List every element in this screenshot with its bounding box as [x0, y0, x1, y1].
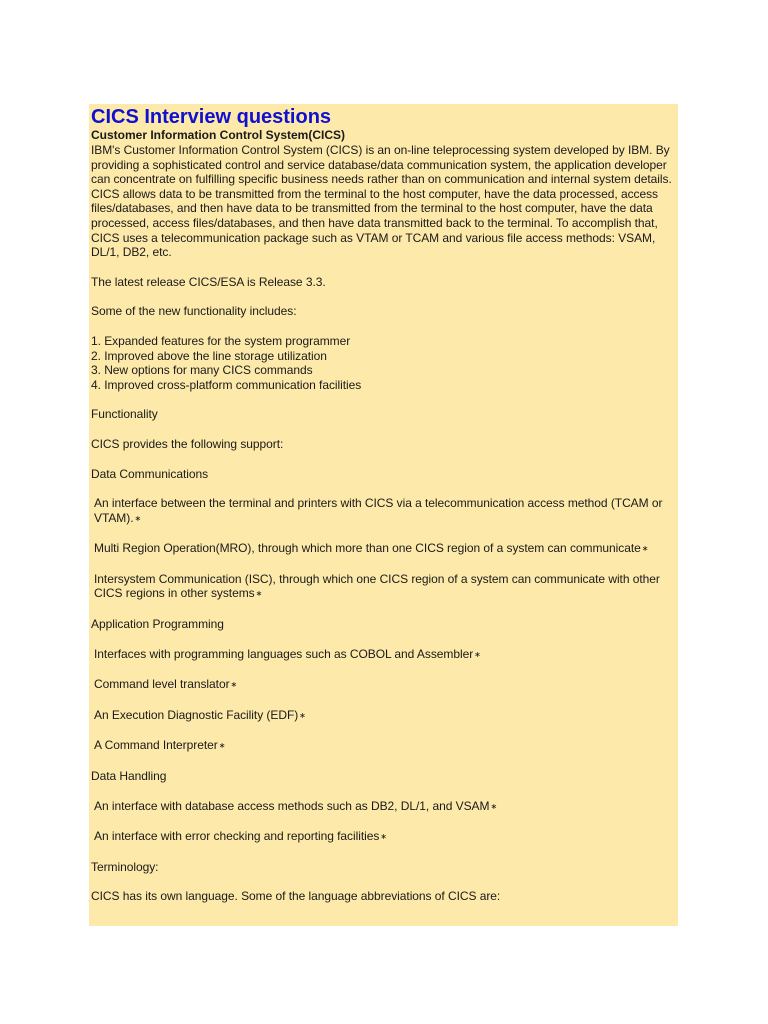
- functionality-list-item: 3. New options for many CICS commands: [91, 363, 313, 378]
- support-intro: CICS provides the following support:: [91, 436, 284, 451]
- intro-paragraph-2: CICS allows data to be transmitted from the terminal to the host computer, have the data processed, access files/databases, and then have data to be transmitted from the terminal to the host computer, have the data processed, access files/databases, and then have data transmitted back to the terminal. To accomplish that, CICS uses a telecommunication package such as VTAM or TCAM and various file access methods: VSAM, DL/1, DB2, etc.: [91, 186, 658, 260]
- bullet-star-icon: ∗: [474, 649, 481, 659]
- bullet-star-icon: ∗: [218, 741, 226, 751]
- data-handling-item-text: An interface with error checking and reporting facilities: [94, 829, 380, 844]
- data-handling-item: [91, 829, 678, 845]
- bullet-star-icon: ∗: [230, 680, 238, 690]
- functionality-list-item: 4. Improved cross-platform communication facilities: [91, 377, 362, 392]
- app-prog-item-text: Interfaces with programming languages such as COBOL and Assembler: [94, 646, 474, 661]
- data-comm-item-text: Intersystem Communication (ISC), through which one CICS region of a system can communicate with other CICS regions in other systems: [94, 571, 660, 601]
- data-comm-item-text: Multi Region Operation(MRO), through which more than one CICS region of a system can communicate: [94, 541, 641, 556]
- bullet-star-icon: ∗: [255, 589, 263, 599]
- functionality-heading: Functionality: [91, 407, 158, 422]
- data-handling-item: [91, 799, 678, 815]
- app-prog-item: [91, 738, 678, 754]
- page-title: CICS Interview questions: [91, 106, 332, 128]
- data-handling-item-text: An interface with database access methods such as DB2, DL/1, and VSAM: [94, 798, 490, 813]
- bullet-star-icon: ∗: [299, 710, 306, 720]
- functionality-list-item: 2. Improved above the line storage utilization: [91, 348, 327, 363]
- document-subtitle: Customer Information Control System(CICS): [91, 128, 346, 142]
- app-prog-item-text: An Execution Diagnostic Facility (EDF): [94, 707, 299, 722]
- bullet-star-icon: ∗: [380, 832, 387, 842]
- application-programming-heading: Application Programming: [91, 617, 224, 632]
- data-comm-item-text: An interface between the terminal and printers with CICS via a telecommunication access method (TCAM or VTAM).: [94, 496, 663, 525]
- bullet-star-icon: ∗: [134, 513, 142, 523]
- document-panel: [89, 104, 678, 926]
- bullet-star-icon: ∗: [641, 544, 649, 554]
- terminology-intro: CICS has its own language. Some of the language abbreviations of CICS are:: [91, 889, 501, 904]
- app-prog-item-text: A Command Interpreter: [94, 738, 218, 753]
- new-functionality-intro: Some of the new functionality includes:: [91, 304, 297, 319]
- data-comm-item: [91, 541, 678, 557]
- functionality-list-item: 1. Expanded features for the system programmer: [91, 333, 351, 348]
- data-communications-heading: Data Communications: [91, 466, 209, 481]
- data-comm-item: [91, 496, 678, 526]
- data-comm-item: [91, 572, 678, 602]
- app-prog-item: [91, 677, 678, 693]
- intro-paragraph-1: IBM's Customer Information Control System (CICS) is an on-line teleprocessing system developed by IBM. By providing a sophisticated control and service database/data communication system, the application developer can concentrate on fulfilling specific business needs rather than on communication and internal system details.: [91, 143, 672, 187]
- data-handling-heading: Data Handling: [91, 769, 167, 784]
- app-prog-item: [91, 647, 678, 663]
- app-prog-item: [91, 708, 678, 724]
- terminology-heading: Terminology:: [91, 859, 159, 874]
- latest-release-text: The latest release CICS/ESA is Release 3.3.: [91, 274, 326, 289]
- app-prog-item-text: Command level translator: [94, 677, 230, 692]
- bullet-star-icon: ∗: [490, 801, 498, 811]
